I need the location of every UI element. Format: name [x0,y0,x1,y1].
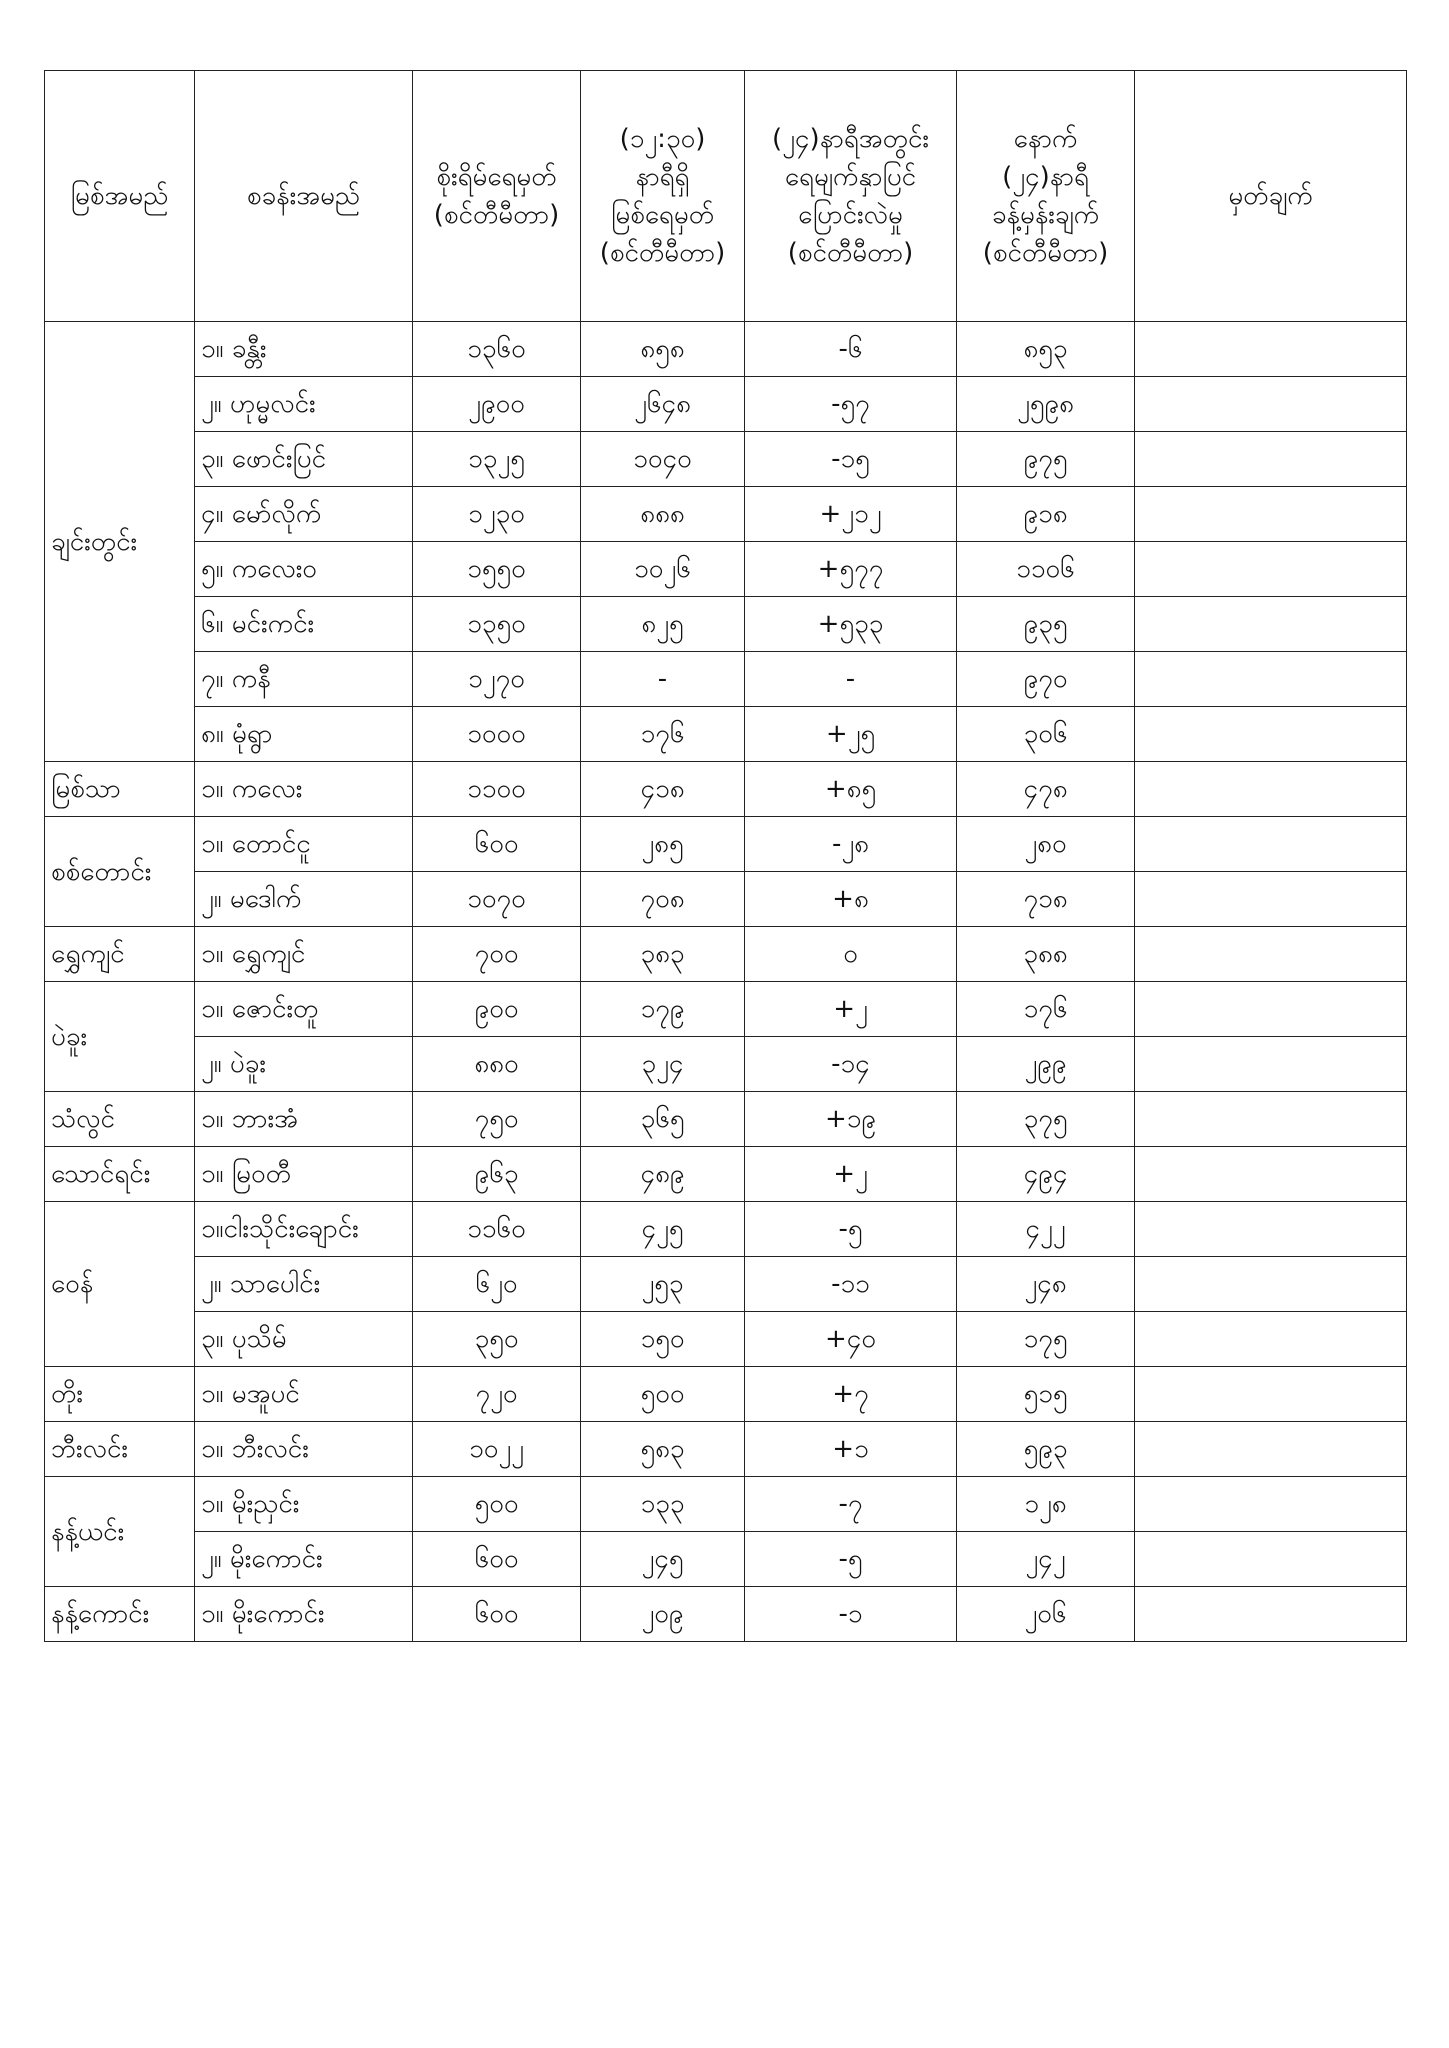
forecast-cell: ၄၉၄ [957,1147,1135,1202]
current-level-cell: ၁၀၄၀ [581,432,745,487]
station-name-cell: ၁။ ခန္တီး [195,322,413,377]
station-name-cell: ၆။ မင်းကင်း [195,597,413,652]
level-change-cell: +၈၅ [745,762,957,817]
current-level-cell: ၂၄၅ [581,1532,745,1587]
warning-level-cell: ၁၁၆၀ [413,1202,581,1257]
warning-level-cell: ၁၃၂၅ [413,432,581,487]
station-name-cell: ၃။ ဖောင်းပြင် [195,432,413,487]
warning-level-cell: ၁၂၇၀ [413,652,581,707]
header-text-line: (၁၂:၃၀) [619,124,706,154]
station-name-cell: ၂။ မဒေါက် [195,872,413,927]
river-name-cell: ပဲခူး [45,982,195,1092]
river-name-cell: တိုး [45,1367,195,1422]
table-row [45,542,1407,597]
river-name-cell: ချင်းတွင်း [45,322,195,762]
current-level-header [581,71,745,322]
station-name-cell: ၅။ ကလေးဝ [195,542,413,597]
table-row [45,817,1407,872]
header-text-line: (စင်တီမီတာ) [599,238,726,268]
level-change-cell: -၇ [745,1477,957,1532]
header-text-line: ပြောင်းလဲမှု [798,200,903,230]
current-level-cell: ၅၀၀ [581,1367,745,1422]
remarks-header [1135,71,1407,322]
current-level-cell: ၂၅၃ [581,1257,745,1312]
table-row [45,1367,1407,1422]
warning-level-cell: ၉၀၀ [413,982,581,1037]
table-row [45,1477,1407,1532]
station-name-header [195,71,413,322]
station-name-cell: ၁။ မိုးညှင်း [195,1477,413,1532]
header-text-line: မှတ်ချက် [1228,181,1313,211]
remark-cell [1135,377,1407,432]
table-row [45,1257,1407,1312]
table-row [45,1092,1407,1147]
level-change-cell: +၁ [745,1422,957,1477]
forecast-cell: ၂၈၀ [957,817,1135,872]
level-change-cell: +၁၉ [745,1092,957,1147]
remark-cell [1135,1312,1407,1367]
warning-level-cell: ၁၀၇၀ [413,872,581,927]
table-row [45,652,1407,707]
forecast-cell: ၂၅၉၈ [957,377,1135,432]
remark-cell [1135,432,1407,487]
current-level-cell: ၈၅၈ [581,322,745,377]
forecast-cell: ၈၅၃ [957,322,1135,377]
forecast-cell: ၃၀၆ [957,707,1135,762]
remark-cell [1135,1257,1407,1312]
forecast-cell: ၅၁၅ [957,1367,1135,1422]
remark-cell [1135,1532,1407,1587]
current-level-cell: ၇၀၈ [581,872,745,927]
station-name-cell: ၁။ ဘီးလင်း [195,1422,413,1477]
table-row [45,1202,1407,1257]
header-text-line: (စင်တီမီတာ) [787,238,914,268]
current-level-cell: ၅၈၃ [581,1422,745,1477]
header-text-line: ခန့်မှန်းချက် [991,200,1100,230]
remark-cell [1135,542,1407,597]
level-change-cell: -၅ [745,1532,957,1587]
warning-level-cell: ၇၅၀ [413,1092,581,1147]
station-name-cell: ၃။ ပုသိမ် [195,1312,413,1367]
level-change-cell: -၆ [745,322,957,377]
forecast-cell: ၉၇၀ [957,652,1135,707]
remark-cell [1135,1147,1407,1202]
remark-cell [1135,927,1407,982]
current-level-cell: ၄၂၅ [581,1202,745,1257]
warning-level-cell: ၁၂၃၀ [413,487,581,542]
forecast-header [957,71,1135,322]
warning-level-cell: ၉၆၃ [413,1147,581,1202]
table-row [45,1532,1407,1587]
water-level-table [44,70,1407,1642]
forecast-cell: ၉၁၈ [957,487,1135,542]
remark-cell [1135,322,1407,377]
station-name-cell: ၇။ ကနီ [195,652,413,707]
forecast-cell: ၄၂၂ [957,1202,1135,1257]
current-level-cell: ၂၀၉ [581,1587,745,1642]
header-text-line: စခန်းအမည် [246,181,361,211]
level-change-cell: - [745,652,957,707]
river-name-cell: စစ်တောင်း [45,817,195,927]
forecast-cell: ၂၀၆ [957,1587,1135,1642]
station-name-cell: ၁။ မြဝတီ [195,1147,413,1202]
current-level-cell: ၈၂၅ [581,597,745,652]
table-row [45,927,1407,982]
station-name-cell: ၈။ မုံရွာ [195,707,413,762]
current-level-cell: ၄၁၈ [581,762,745,817]
station-name-cell: ၄။ မော်လိုက် [195,487,413,542]
station-name-cell: ၂။ ပဲခူး [195,1037,413,1092]
warning-level-cell: ၁၀၂၂ [413,1422,581,1477]
warning-level-cell: ၈၈၀ [413,1037,581,1092]
current-level-cell: ၈၈၈ [581,487,745,542]
current-level-cell: ၂၆၄၈ [581,377,745,432]
station-name-cell: ၁။ မိုးကောင်း [195,1587,413,1642]
remark-cell [1135,1092,1407,1147]
remark-cell [1135,872,1407,927]
remark-cell [1135,1587,1407,1642]
station-name-cell: ၁။ ကလေး [195,762,413,817]
river-name-cell: ရွှေကျင် [45,927,195,982]
remark-cell [1135,817,1407,872]
remark-cell [1135,1367,1407,1422]
river-name-cell: မြစ်သာ [45,762,195,817]
station-name-cell: ၂။ သာပေါင်း [195,1257,413,1312]
current-level-cell: ၄၈၉ [581,1147,745,1202]
header-text-line: (၂၄)နာရီ [1002,162,1089,192]
river-name-header [45,71,195,322]
forecast-cell: ၃၈၈ [957,927,1135,982]
station-name-cell: ၂။ မိုးကောင်း [195,1532,413,1587]
station-name-cell: ၂။ ဟုမ္မလင်း [195,377,413,432]
level-change-cell: -၂၈ [745,817,957,872]
level-change-cell: -၁၁ [745,1257,957,1312]
current-level-cell: ၁၅၀ [581,1312,745,1367]
river-name-cell: ဝေန် [45,1202,195,1367]
forecast-cell: ၇၁၈ [957,872,1135,927]
table-row [45,1312,1407,1367]
current-level-cell: ၃၈၃ [581,927,745,982]
table-row [45,982,1407,1037]
remark-cell [1135,652,1407,707]
forecast-cell: ၉၇၅ [957,432,1135,487]
remark-cell [1135,487,1407,542]
warning-level-cell: ၂၉၀၀ [413,377,581,432]
warning-level-cell: ၆၀၀ [413,1532,581,1587]
table-row [45,1587,1407,1642]
warning-level-cell: ၇၂၀ [413,1367,581,1422]
current-level-cell: ၁၇၆ [581,707,745,762]
warning-level-cell: ၁၅၅၀ [413,542,581,597]
table-row [45,1147,1407,1202]
remark-cell [1135,982,1407,1037]
remark-cell [1135,1477,1407,1532]
forecast-cell: ၂၄၈ [957,1257,1135,1312]
header-text-line: နောက် [1013,124,1078,154]
table-row [45,1037,1407,1092]
warning-level-cell: ၁၀၀၀ [413,707,581,762]
table-row [45,872,1407,927]
level-change-cell: +၂ [745,982,957,1037]
level-change-cell: +၂၁၂ [745,487,957,542]
level-change-cell: +၄၀ [745,1312,957,1367]
level-change-cell: +၂၅ [745,707,957,762]
forecast-cell: ၁၁၀၆ [957,542,1135,597]
station-name-cell: ၁။ ဘားအံ [195,1092,413,1147]
forecast-cell: ၁၇၅ [957,1312,1135,1367]
level-change-cell: -၁၄ [745,1037,957,1092]
level-change-cell: +၅၃၃ [745,597,957,652]
warning-level-cell: ၁၃၆၀ [413,322,581,377]
level-change-cell: +၇ [745,1367,957,1422]
current-level-cell: - [581,652,745,707]
forecast-cell: ၁၇၆ [957,982,1135,1037]
forecast-cell: ၁၂၈ [957,1477,1135,1532]
warning-level-cell: ၁၁၀၀ [413,762,581,817]
table-row [45,377,1407,432]
river-name-cell: နန့်ယင်း [45,1477,195,1587]
warning-level-header [413,71,581,322]
header-text-line: (စင်တီမီတာ) [982,238,1109,268]
forecast-cell: ၅၉၃ [957,1422,1135,1477]
level-change-header [745,71,957,322]
warning-level-cell: ၃၅၀ [413,1312,581,1367]
table-row [45,322,1407,377]
river-name-cell: နန့်ကောင်း [45,1587,195,1642]
warning-level-cell: ၅၀၀ [413,1477,581,1532]
station-name-cell: ၁။ တောင်ငူ [195,817,413,872]
warning-level-cell: ၆၀၀ [413,817,581,872]
current-level-cell: ၁၇၉ [581,982,745,1037]
warning-level-cell: ၇၀၀ [413,927,581,982]
current-level-cell: ၁၃၃ [581,1477,745,1532]
forecast-cell: ၉၃၅ [957,597,1135,652]
table-row [45,432,1407,487]
level-change-cell: -၁၅ [745,432,957,487]
current-level-cell: ၁၀၂၆ [581,542,745,597]
remark-cell [1135,597,1407,652]
current-level-cell: ၂၈၅ [581,817,745,872]
header-text-line: မြစ်ရေမှတ် [610,200,715,230]
forecast-cell: ၄၇၈ [957,762,1135,817]
river-name-cell: ဘီးလင်း [45,1422,195,1477]
remark-cell [1135,1422,1407,1477]
remark-cell [1135,707,1407,762]
level-change-cell: ၀ [745,927,957,982]
header-text-line: ရေမျက်နှာပြင် [784,162,917,192]
remark-cell [1135,1037,1407,1092]
header-text-line: စိုးရိမ်ရေမှတ် [436,162,557,192]
forecast-cell: ၃၇၅ [957,1092,1135,1147]
level-change-cell: -၅ [745,1202,957,1257]
level-change-cell: +၈ [745,872,957,927]
table-row [45,487,1407,542]
table-row [45,707,1407,762]
table-row [45,1422,1407,1477]
header-text-line: နာရီရှိ [635,162,690,192]
header-text-line: (၂၄)နာရီအတွင်း [772,124,929,154]
remark-cell [1135,1202,1407,1257]
station-name-cell: ၁။ငါးသိုင်းချောင်း [195,1202,413,1257]
table-row [45,762,1407,817]
forecast-cell: ၂၄၂ [957,1532,1135,1587]
forecast-cell: ၂၉၉ [957,1037,1135,1092]
river-name-cell: သံလွင် [45,1092,195,1147]
current-level-cell: ၃၆၅ [581,1092,745,1147]
table-body [45,322,1407,1642]
header-text-line: မြစ်အမည် [70,181,169,211]
level-change-cell: +၅၇၇ [745,542,957,597]
table-row [45,597,1407,652]
level-change-cell: -၅၇ [745,377,957,432]
station-name-cell: ၁။ မအူပင် [195,1367,413,1422]
warning-level-cell: ၆၀၀ [413,1587,581,1642]
river-name-cell: သောင်ရင်း [45,1147,195,1202]
table-header-row [45,71,1407,322]
current-level-cell: ၃၂၄ [581,1037,745,1092]
warning-level-cell: ၆၂၀ [413,1257,581,1312]
warning-level-cell: ၁၃၅၀ [413,597,581,652]
station-name-cell: ၁။ ဇောင်းတူ [195,982,413,1037]
level-change-cell: +၂ [745,1147,957,1202]
remark-cell [1135,762,1407,817]
level-change-cell: -၁ [745,1587,957,1642]
header-text-line: (စင်တီမီတာ) [433,200,560,230]
station-name-cell: ၁။ ရွှေကျင် [195,927,413,982]
